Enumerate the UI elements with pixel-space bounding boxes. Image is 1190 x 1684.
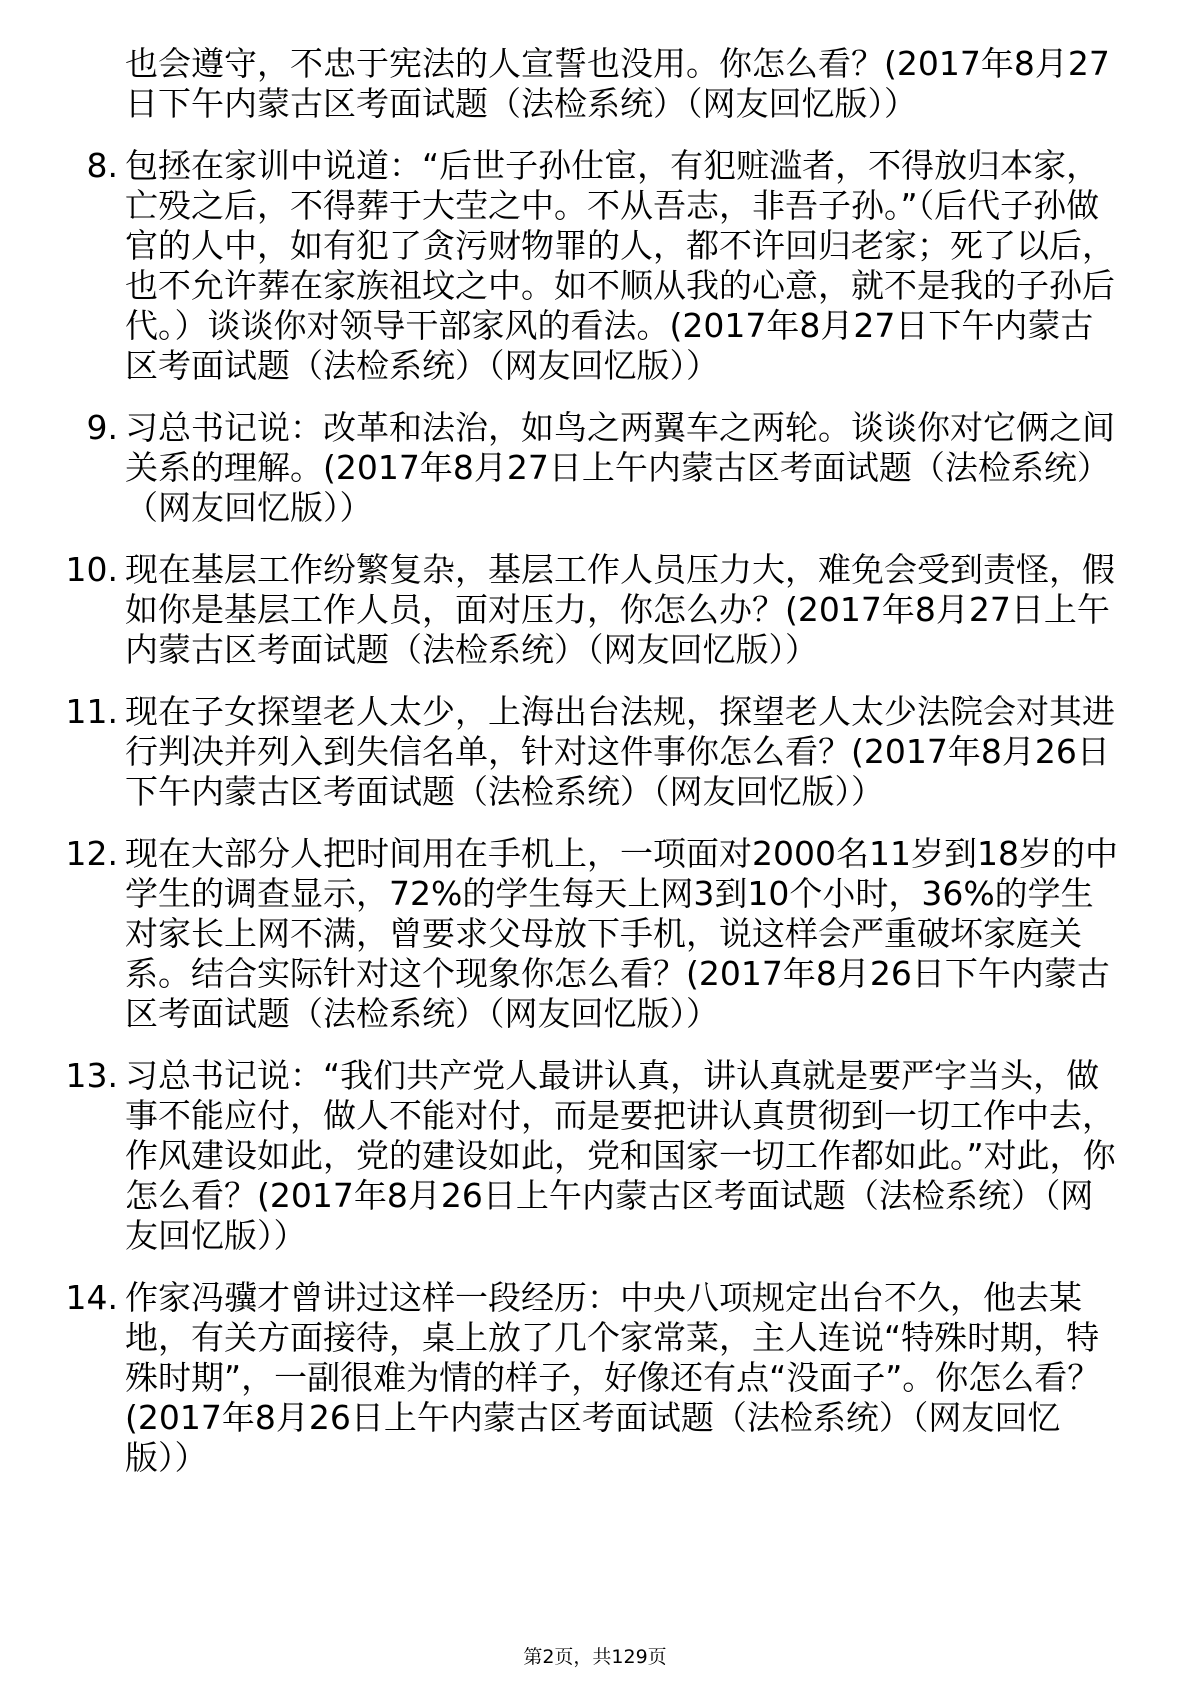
item-text: 习总书记说：“我们共产党人最讲认真，讲认真就是要严字当头，做事不能应付，做人不能对付，而是要把讲认真贯彻到一切工作中去，作风建设如此，党的建设如此，党和国家一切工作都如此。”对此，你怎么看？(2017年8月26日上午内蒙古区考面试题（法检系统）（网友回忆版）） <box>125 1056 1116 1255</box>
item-text: 现在基层工作纷繁复杂，基层工作人员压力大，难免会受到责怪，假如你是基层工作人员，面对压力，你怎么办？(2017年8月27日上午内蒙古区考面试题（法检系统）（网友回忆版）） <box>125 550 1115 669</box>
item-text: 包拯在家训中说道：“后世子孙仕宦，有犯赃滥者，不得放归本家，亡殁之后，不得葬于大茔之中。不从吾志，非吾子孙。”（后代子孙做官的人中，如有犯了贪污财物罪的人，都不许回归老家；死了以后，也不允许葬在家族祖坟之中。如不顺从我的心意，就不是我的子孙后代。）谈谈你对领导干部家风的看法。(2017年8月27日下午内蒙古区考面试题（法检系统）（网友回忆版）） <box>125 146 1115 385</box>
item-number: 8. <box>86 146 118 185</box>
page-number-label: 第2页，共129页 <box>523 1646 667 1668</box>
item-number: 13. <box>65 1056 118 1095</box>
list-item <box>0 408 1190 528</box>
list-item <box>0 1056 1190 1256</box>
list-item <box>0 692 1190 812</box>
list-item-continuation <box>0 44 1190 124</box>
list-item <box>0 550 1190 670</box>
item-text: 也会遵守，不忠于宪法的人宣誓也没用。你怎么看？(2017年8月27日下午内蒙古区考面试题（法检系统）（网友回忆版）） <box>125 44 1110 123</box>
item-number: 11. <box>65 692 118 731</box>
list-item <box>0 146 1190 386</box>
list-item <box>0 1278 1190 1478</box>
item-text: 作家冯骥才曾讲过这样一段经历：中央八项规定出台不久，他去某地，有关方面接待，桌上放了几个家常菜，主人连说“特殊时期，特殊时期”，一副很难为情的样子，好像还有点“没面子”。你怎么看？(2017年8月26日上午内蒙古区考面试题（法检系统）（网友回忆版）） <box>125 1278 1101 1477</box>
item-text: 现在大部分人把时间用在手机上，一项面对2000名11岁到18岁的中学生的调查显示，72%的学生每天上网3到10个小时，36%的学生对家长上网不满，曾要求父母放下手机，说这样会严重破坏家庭关系。结合实际针对这个现象你怎么看？(2017年8月26日下午内蒙古区考面试题（法检系统）（网友回忆版）） <box>125 834 1118 1033</box>
page-footer <box>0 1645 1190 1669</box>
item-number: 10. <box>65 550 118 589</box>
document-body <box>0 44 1190 1500</box>
item-text: 习总书记说：改革和法治，如鸟之两翼车之两轮。谈谈你对它俩之间关系的理解。(2017年8月27日上午内蒙古区考面试题（法检系统）（网友回忆版）） <box>125 408 1115 527</box>
item-text: 现在子女探望老人太少，上海出台法规，探望老人太少法院会对其进行判决并列入到失信名单，针对这件事你怎么看？(2017年8月26日下午内蒙古区考面试题（法检系统）（网友回忆版）） <box>125 692 1115 811</box>
item-number: 14. <box>65 1278 118 1317</box>
item-number: 12. <box>65 834 118 873</box>
item-number: 9. <box>86 408 118 447</box>
list-item <box>0 834 1190 1034</box>
